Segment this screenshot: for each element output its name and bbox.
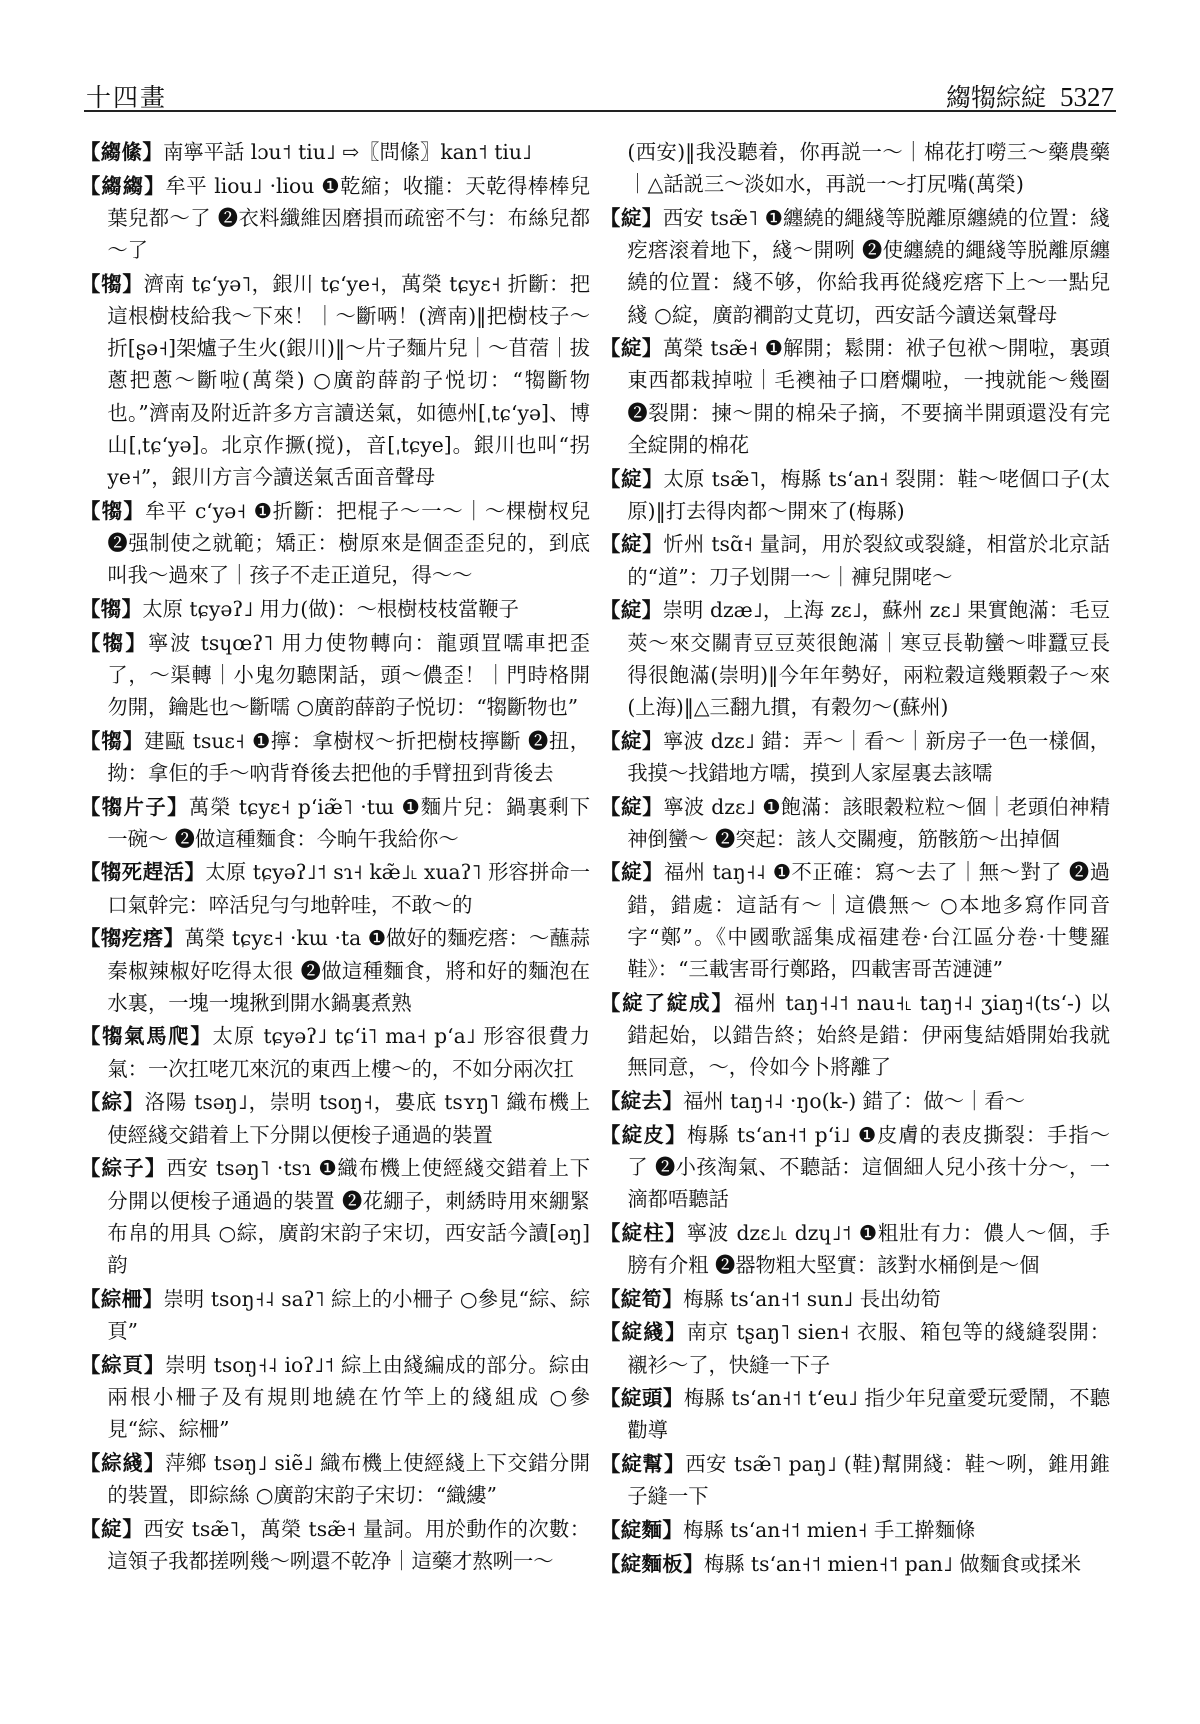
right-column bbox=[600, 136, 1110, 1696]
entry-text: 福州 taŋ˧˨ ·ŋo(k-) 錯了：做～｜看～ bbox=[683, 1088, 1025, 1113]
entry-text: 太原 tɕyəʔ˩ tɕʻi˥ ma˧ pʻa˩ 形容很費力氣：一次扛咾兀來沉的東西上樓～的，不如分兩次扛 bbox=[107, 1024, 590, 1081]
entry-text: 西安 tsæ̃˥ ❶纏繞的繩綫等脱離原纏繞的位置：綫疙瘩滚着地下，綫～開咧 ❷使纏繞的繩綫等脱離原纏繞的位置：綫不够，你給我再從綫疙瘩下上～一點兒綫 ○綻，廣韵襇韵丈莧切，西安話今讀送氣聲母 bbox=[627, 205, 1110, 327]
dictionary-entry bbox=[600, 1085, 1110, 1117]
entry-headword: 【綻】 bbox=[600, 860, 664, 885]
entry-text: 寧波 dzɛ˩ ❶飽滿：該眼穀粒粒～個｜老頭伯神精神倒蠻～ ❷突起：該人交關瘦，筋骸筋～出掉個 bbox=[627, 794, 1110, 851]
entry-headword: 【犓死趕活】 bbox=[80, 860, 206, 885]
dictionary-entry bbox=[80, 593, 590, 625]
dictionary-entry bbox=[80, 136, 590, 168]
entry-headword: 【綻麵板】 bbox=[600, 1551, 704, 1576]
entry-headword: 【綻】 bbox=[80, 1516, 144, 1541]
dictionary-entry bbox=[600, 463, 1110, 527]
entry-text: 梅縣 tsʻan˧˦ sun˩ 長出幼筍 bbox=[683, 1286, 941, 1311]
dictionary-entry bbox=[600, 1119, 1110, 1216]
entry-headword: 【綻】 bbox=[600, 794, 664, 819]
entry-text: 濟南 tɕʻyə˥，銀川 tɕʻye˧，萬榮 tɕyɛ˧ 折斷：把這根樹枝給我～下來！｜～斷唡！(濟南)‖把樹枝子～折[ʂə˧]架爐子生火(銀川)‖～片子麵片兒｜～苜蓿｜拔蔥把蔥～斷啦(萬榮) ○廣韵薛韵子悦切：“犓斷物也。”濟南及附近許多方言讀送氣，如德州[ˌtɕʻyə]、博山[ˌtɕʻyə]。北京作撅(搅)，音[ˌtɕye]。銀川也叫“拐 ye˧”，銀川方言今讀送氣舌面音聲母 bbox=[107, 271, 590, 490]
entry-headword: 【綻】 bbox=[600, 728, 664, 753]
dictionary-entry bbox=[80, 495, 590, 592]
entry-text: 梅縣 tsʻan˧˦ mien˧ 手工擀麵條 bbox=[683, 1518, 976, 1543]
dictionary-entry bbox=[80, 1447, 590, 1511]
entry-text: 牟平 cʻyə˧ ❶折斷：把棍子～一～｜～棵樹杈兒 ❷强制使之就範；矯正：樹原來是個歪歪兒的，到底叫我～過來了｜孩子不走正道兒，得～～ bbox=[107, 498, 590, 588]
entry-text: 崇明 dzæ˩，上海 zɛ˩，蘇州 zɛ˩ 果實飽滿：毛豆莢～來交關青豆豆莢很飽滿｜寒豆長勒蠻～啡蠶豆長得很飽滿(崇明)‖今年年勢好，兩粒穀這幾顆穀子～來(上海)‖△三翻九摜，有穀勿～(蘇州) bbox=[627, 598, 1110, 719]
dictionary-entry bbox=[80, 170, 590, 267]
dictionary-entry bbox=[80, 922, 590, 1019]
entry-text: 西安 tsæ̃˥，萬榮 tsæ̃˧ 量詞。用於動作的次數：這領子我都搓咧幾～咧還不乾净｜這藥才熬咧一～ bbox=[107, 1516, 590, 1573]
entry-text: 萬榮 tɕyɛ˧ ·kɯ ·ta ❶做好的麵疙瘩：～蘸蒜秦椒辣椒好吃得太很 ❷做這種麵食，將和好的麵泡在水裏，一塊一塊揪到開水鍋裏煮熟 bbox=[107, 926, 590, 1015]
dictionary-entry bbox=[80, 856, 590, 920]
entry-headword: 【綻幫】 bbox=[600, 1452, 686, 1477]
dictionary-entry bbox=[600, 1217, 1110, 1281]
dictionary-entry bbox=[80, 268, 590, 493]
entry-headword: 【綻柱】 bbox=[600, 1220, 687, 1245]
dictionary-entry bbox=[600, 1382, 1110, 1446]
left-column bbox=[80, 136, 590, 1696]
entry-text: 萬榮 tɕyɛ˧ pʻiæ̃˥ ·tɯ ❶麵片兒：鍋裏剩下一碗～ ❷做這種麵食：今晌午我給你～ bbox=[107, 794, 590, 851]
entry-headword: 【犓】 bbox=[80, 596, 143, 621]
entry-headword: 【犓氣馬爬】 bbox=[80, 1024, 213, 1049]
entry-text: 西安 tsəŋ˥ ·tsɿ ❶織布機上使經綫交錯着上下分開以便梭子通過的裝置 ❷花綳子，刺綉時用來綳緊布帛的用具 ○綜，廣韵宋韵子宋切，西安話今讀[əŋ]韵 bbox=[107, 1156, 590, 1277]
entry-headword: 【綜子】 bbox=[80, 1156, 167, 1181]
section-label: 十四畫 bbox=[86, 83, 168, 112]
dictionary-entry bbox=[80, 791, 590, 855]
entry-headword: 【綜綫】 bbox=[80, 1450, 166, 1475]
entry-text: (西安)‖我没聽着，你再説一～｜棉花打嘮三～藥農藥｜△話説三～淡如水，再説一～打尻嘴(萬榮) bbox=[627, 140, 1110, 197]
entry-text: 福州 taŋ˧˨˦ nau˧˪ taŋ˧˨ ʒiaŋ˧(tsʻ-) 以錯起始，以錯告終；始終是錯：伊兩隻結婚開始我就無同意，～，伶如今卜將離了 bbox=[627, 990, 1110, 1080]
entry-headword: 【綻】 bbox=[600, 532, 664, 557]
entry-headword: 【綜柵】 bbox=[80, 1286, 164, 1311]
dictionary-entry bbox=[600, 1514, 1110, 1546]
page-header bbox=[84, 70, 1116, 112]
entry-headword: 【犓】 bbox=[80, 630, 148, 655]
entry-text: 建甌 tsuɛ˧ ❶擰：拿樹杈～折把樹枝擰斷 ❷扭，拗：拿佢的手～吶背脊後去把他的手臂扭到背後去 bbox=[107, 728, 590, 785]
entry-text: 南寧平話 lɔu˦ tiu˩ ⇨〖問絛〗kan˦ tiu˩ bbox=[163, 140, 532, 164]
dictionary-entry bbox=[600, 1548, 1110, 1580]
entry-headword: 【綻】 bbox=[600, 598, 663, 623]
dictionary-entry bbox=[80, 627, 590, 724]
dictionary-entry bbox=[600, 202, 1110, 331]
dictionary-entry bbox=[600, 725, 1110, 789]
dictionary-entry bbox=[600, 528, 1110, 592]
entry-headword: 【綻去】 bbox=[600, 1088, 684, 1113]
entry-text: 太原 tsæ̃˥，梅縣 tsʻan˧ 裂開：鞋～咾個口子(太原)‖打去得肉都～開來了(梅縣) bbox=[627, 466, 1110, 523]
entry-headword: 【綻】 bbox=[600, 205, 663, 230]
entry-headword: 【犓疙瘩】 bbox=[80, 926, 185, 951]
dictionary-entry bbox=[80, 1152, 590, 1281]
entry-headword: 【縐縐】 bbox=[80, 173, 166, 198]
entry-text: 崇明 tsoŋ˧˨ saʔ˥ 綜上的小柵子 ○參見“綜、綜頁” bbox=[107, 1286, 590, 1343]
entry-headword: 【綜】 bbox=[80, 1090, 145, 1115]
dictionary-entry bbox=[80, 1283, 590, 1347]
dictionary-entry bbox=[80, 1086, 590, 1150]
entry-headword: 【犓】 bbox=[80, 271, 144, 296]
entry-text: 萬榮 tsæ̃˧ ❶解開；鬆開：袱子包袱～開啦，裏頭東西都栽掉啦｜毛襖袖子口磨爛啦，一拽就能～幾圈 ❷裂開：揀～開的棉朵子摘，不要摘半開頭還没有完全綻開的棉花 bbox=[627, 336, 1110, 457]
entry-headword: 【犓片子】 bbox=[80, 794, 189, 819]
entry-headword: 【綻了綻成】 bbox=[600, 990, 734, 1015]
entry-text: 洛陽 tsəŋ˩，崇明 tsoŋ˧，婁底 tsʏŋ˥ 織布機上使經綫交錯着上下分開以便梭子通過的裝置 bbox=[107, 1090, 590, 1147]
entry-text: 西安 tsæ̃˥ paŋ˩ (鞋)幫開綫：鞋～咧，錐用錐子縫一下 bbox=[627, 1452, 1110, 1509]
entry-text: 福州 taŋ˧˨ ❶不正確：寫～去了｜無～對了 ❷過錯，錯處：這話有～｜這儂無～ ○本地多寫作同音字“鄭”。《中國歌謡集成福建卷·台江區分卷·十雙羅鞋》：“三載害哥行鄭路，四載害哥苦漣漣” bbox=[627, 860, 1110, 982]
entry-text: 太原 tɕyəʔ˩ 用力(做)：～根樹枝枝當鞭子 bbox=[142, 596, 519, 621]
entry-text: 梅縣 tsʻan˧˦ pʻi˩ ❶皮膚的表皮撕裂：手指～了 ❷小孩淘氣、不聽話：這個細人兒小孩十分～，一滴都唔聽話 bbox=[627, 1122, 1110, 1211]
dictionary-entry bbox=[600, 856, 1110, 985]
entry-headword: 【綻】 bbox=[600, 336, 663, 361]
dictionary-entry bbox=[600, 594, 1110, 723]
entry-text: 崇明 tsoŋ˧˨ ioʔ˩˦ 綜上由綫編成的部分。綜由兩根小柵子及有規則地繞在竹竿上的綫組成 ○參見“綜、綜柵” bbox=[107, 1352, 590, 1441]
entry-headword: 【綻麵】 bbox=[600, 1518, 684, 1543]
dictionary-entry bbox=[80, 1349, 590, 1446]
dictionary-entry bbox=[80, 1513, 590, 1577]
entry-text: 太原 tɕyəʔ˩˦ sɿ˧ kæ̃˩˪ xuaʔ˥ 形容拼命一口氣幹完：啐活兒勻勻地幹哇，不敢～的 bbox=[107, 860, 590, 917]
entry-headword: 【縐絛】 bbox=[80, 140, 164, 164]
dictionary-entry bbox=[600, 987, 1110, 1084]
running-head-chars: 縐犓綜綻 bbox=[945, 83, 1046, 112]
entry-headword: 【綻筍】 bbox=[600, 1286, 684, 1311]
dictionary-entry bbox=[80, 1020, 590, 1084]
entry-text: 寧波 dzɛ˩˪ dzɥ˩˦ ❶粗壯有力：儂人～個，手膀有介粗 ❷器物粗大堅實：該對水桶倒是～個 bbox=[627, 1220, 1110, 1277]
entry-headword: 【綻綫】 bbox=[600, 1320, 687, 1345]
entry-text: 寧波 dzɛ˩ 錯：弄～｜看～｜新房子一色一樣個，我摸～找錯地方嚅，摸到人家屋裏去該嚅 bbox=[627, 728, 1110, 785]
entry-headword: 【犓】 bbox=[80, 728, 145, 753]
entry-text: 寧波 tsɥœʔ˥ 用力使物轉向：龍頭罝嚅車把歪了，～渠轉｜小鬼勿聽閑話，頭～儂歪！｜門時格開勿開，鑰匙也～斷嚅 ○廣韵薛韵子悦切：“犓斷物也” bbox=[107, 630, 590, 719]
entry-text: 忻州 tsɑ̃˧ 量詞，用於裂紋或裂縫，相當於北京話的“道”：刀子划開一～｜褲兒開咾～ bbox=[627, 532, 1110, 589]
entry-headword: 【綜頁】 bbox=[80, 1352, 166, 1377]
page-number: 5327 bbox=[1060, 82, 1114, 112]
dictionary-entry bbox=[600, 332, 1110, 461]
entry-headword: 【綻頭】 bbox=[600, 1386, 684, 1411]
entry-text: 梅縣 tsʻan˧˦ tʻeu˩ 指少年兒童愛玩愛鬧，不聽勸導 bbox=[627, 1386, 1110, 1443]
dictionary-entry bbox=[600, 1448, 1110, 1512]
dictionary-entry bbox=[600, 791, 1110, 855]
entry-text: 牟平 liou˩ ·liou ❶乾縮；收攏：天乾得棒棒兒葉兒都～了 ❷衣料纖維因磨損而疏密不勻：布絲兒都～了 bbox=[107, 173, 590, 263]
entry-text: 梅縣 tsʻan˧˦ mien˧˦ pan˩ 做麵食或揉米 bbox=[703, 1551, 1082, 1576]
dictionary-entry bbox=[600, 1283, 1110, 1315]
entry-headword: 【綻皮】 bbox=[600, 1122, 688, 1147]
entry-headword: 【犓】 bbox=[80, 498, 146, 523]
dictionary-entry bbox=[80, 725, 590, 789]
entry-headword: 【綻】 bbox=[600, 466, 664, 491]
entry-text: 南京 tʂaŋ˥ sien˧ 衣服、箱包等的綫縫裂開：襯衫～了，快縫一下子 bbox=[627, 1320, 1110, 1377]
dictionary-entry bbox=[600, 1316, 1110, 1380]
dictionary-entry bbox=[600, 136, 1110, 200]
running-head bbox=[946, 78, 1114, 114]
entry-text: 萍鄉 tsəŋ˩ siẽ˩ 織布機上使經綫上下交錯分開的裝置，即綜絲 ○廣韵宋韵子宋切：“織縷” bbox=[107, 1450, 590, 1507]
